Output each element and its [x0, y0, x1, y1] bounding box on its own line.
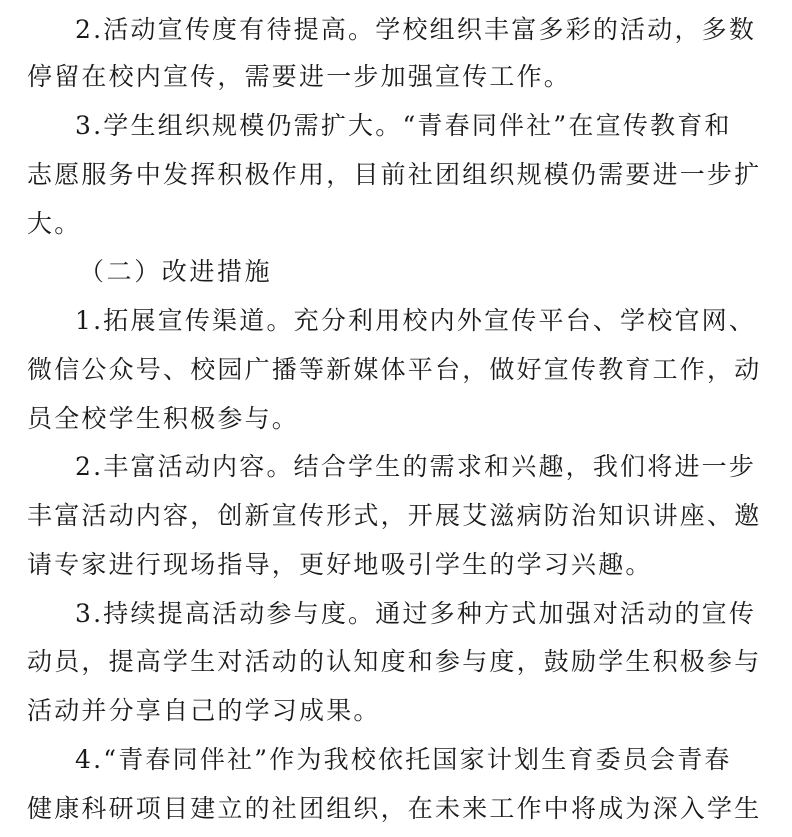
text-line-7: 1.拓展宣传渠道。充分利用校内外宣传平台、学校官网、 [75, 306, 757, 335]
text-line-10: 2.丰富活动内容。结合学生的需求和兴趣，我们将进一步 [75, 452, 757, 481]
section-heading: （二）改进措施 [79, 257, 273, 286]
text-line-11: 丰富活动内容，创新宣传形式，开展艾滋病防治知识讲座、邀 [27, 501, 762, 530]
text-line-2: 停留在校内宣传，需要进一步加强宣传工作。 [27, 62, 572, 91]
text-line-13: 3.持续提高活动参与度。通过多种方式加强对活动的宣传 [75, 599, 757, 628]
text-line-17: 健康科研项目建立的社团组织，在未来工作中将成为深入学生 [27, 794, 762, 823]
text-line-4: 志愿服务中发挥积极作用，目前社团组织规模仍需要进一步扩 [27, 160, 762, 189]
text-line-16: 4.“青春同伴社”作为我校依托国家计划生育委员会青春 [75, 745, 732, 774]
text-line-15: 活动并分享自己的学习成果。 [27, 696, 381, 725]
text-line-3: 3.学生组织规模仍需扩大。“青春同伴社”在宣传教育和 [75, 111, 732, 140]
text-line-9: 员全校学生积极参与。 [27, 404, 300, 433]
text-line-5: 大。 [27, 209, 82, 238]
text-line-12: 请专家进行现场指导，更好地吸引学生的学习兴趣。 [27, 550, 653, 579]
text-line-1: 2.活动宣传度有待提高。学校组织丰富多彩的活动，多数 [75, 15, 757, 44]
text-line-8: 微信公众号、校园广播等新媒体平台，做好宣传教育工作，动 [27, 355, 762, 384]
text-line-14: 动员，提高学生对活动的认知度和参与度，鼓励学生积极参与 [27, 647, 762, 676]
